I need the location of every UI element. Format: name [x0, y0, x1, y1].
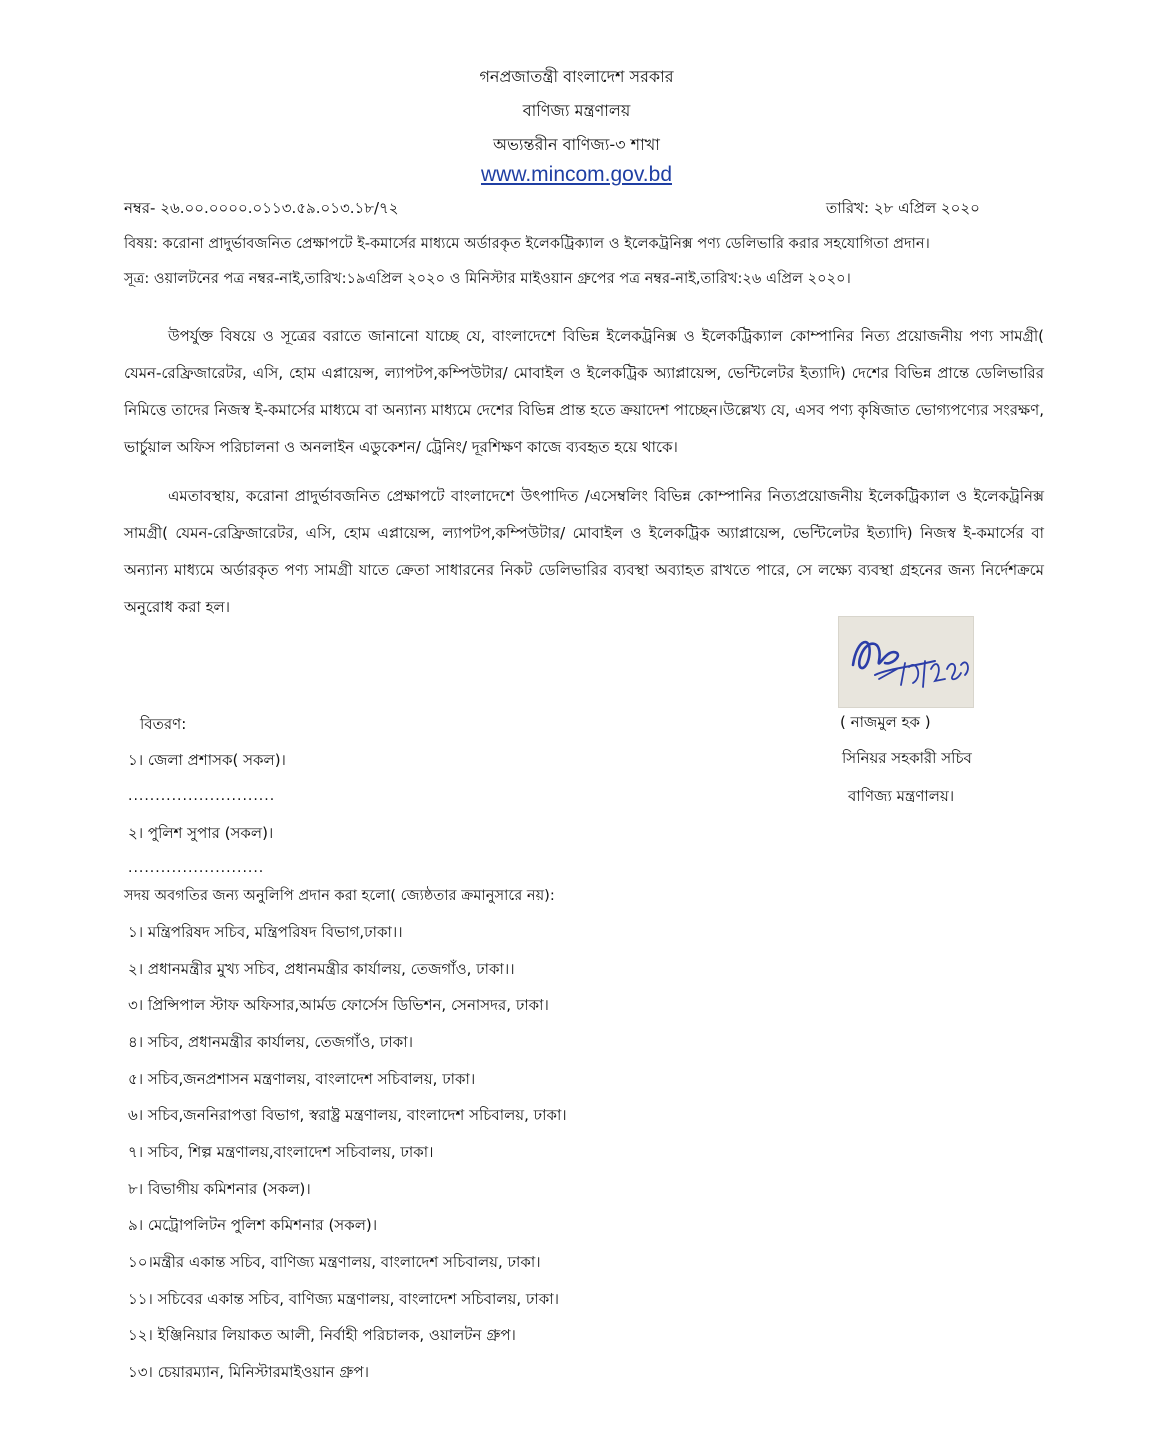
- body-paragraph-1: উপর্যুক্ত বিষয়ে ও সূত্রের বরাতে জানানো যাচ্ছে যে, বাংলাদেশে বিভিন্ন ইলেকট্রনিক্স ও ইলেকট্রিক্যাল কোম্পানির নিত্য প্রয়োজনীয় পণ্য সামগ্রী( যেমন-রেফ্রিজারেটর, এসি, হোম এপ্লায়েন্স, ল্যাপটপ,কম্পিউটার/ মোবাইল ও ইলেকট্রিক অ্যাপ্লায়েন্স, ভেন্টিলেটর ইত্যাদি) দেশের বিভিন্ন প্রান্তে ডেলিভারির নিমিত্তে তাদের নিজস্ব ই-কমার্সের মাধ্যমে বা অন্যান্য মাধ্যমে দেশের বিভিন্ন প্রান্ত হতে ক্রয়াদেশ পাচ্ছেন।উল্লেখ্য যে, এসব পণ্য কৃষিজাত ভোগ্যপণ্যের সংরক্ষণ, ভার্চুয়াল অফিস পরিচালনা ও অনলাইন এডুকেশন/ ট্রেনিং/ দূরশিক্ষণ কাজে ব্যবহৃত হয়ে থাকে।: [124, 327, 1044, 456]
- body-paragraph-2: এমতাবস্থায়, করোনা প্রাদুর্ভাবজনিত প্রেক্ষাপটে বাংলাদেশে উৎপাদিত /এসেম্বলিং বিভিন্ন কোম্পানির নিত্যপ্রয়োজনীয় ইলেকট্রিক্যাল ও ইলেকট্রনিক্স সামগ্রী( যেমন-রেফ্রিজারেটর, এসি, হোম এপ্লায়েন্স, ল্যাপটপ,কম্পিউটার/ মোবাইল ও ইলেকট্রিক অ্যাপ্লায়েন্স, ভেন্টিলেটর ইত্যাদি) নিজস্ব ই-কমার্সের বা অন্যান্য মাধ্যমে অর্ডারকৃত পণ্য সামগ্রী যাতে ক্রেতা সাধারনের নিকট ডেলিভারির ব্যবস্থা অব্যাহত রাখতে পারে, সে লক্ষ্যে ব্যবস্থা গ্রহনের জন্য নির্দেশক্রমে অনুরোধ করা হল।: [124, 487, 1044, 616]
- copy-recipient: ৩। প্রিন্সিপাল স্টাফ অফিসার,আর্মড ফোর্সেস ডিভিশন, সেনাসদর, ঢাকা।: [128, 996, 549, 1014]
- branch-heading: অভ্যন্তরীন বাণিজ্য-৩ শাখা: [493, 135, 660, 154]
- handwritten-signature: [839, 617, 973, 707]
- dotted-line: ...........................: [128, 788, 276, 804]
- dotted-line: .........................: [128, 860, 265, 876]
- copies-label: সদয় অবগতির জন্য অনুলিপি প্রদান করা হলো( জ্যেষ্ঠতার ক্রমানুসারে নয়):: [124, 887, 555, 904]
- website-link[interactable]: www.mincom.gov.bd: [480, 163, 672, 186]
- copy-recipient: ১১। সচিবের একান্ত সচিব, বাণিজ্য মন্ত্রণালয়, বাংলাদেশ সচিবালয়, ঢাকা।: [128, 1290, 559, 1308]
- copy-recipient: ৫। সচিব,জনপ্রশাসন মন্ত্রণালয়, বাংলাদেশ সচিবালয়, ঢাকা।: [128, 1070, 476, 1088]
- copy-recipient: ১। মন্ত্রিপরিষদ সচিব, মন্ত্রিপরিষদ বিভাগ,ঢাকা।।: [128, 923, 403, 941]
- copy-recipient: ৭। সচিব, শিল্প মন্ত্রণালয়,বাংলাদেশ সচিবালয়, ঢাকা।: [128, 1143, 434, 1161]
- copy-recipient: ২। প্রধানমন্ত্রীর মুখ্য সচিব, প্রধানমন্ত্রীর কার্যালয়, তেজগাঁও, ঢাকা।।: [128, 960, 515, 978]
- distribution-label: বিতরণ:: [140, 715, 187, 733]
- government-heading: গনপ্রজাতন্ত্রী বাংলাদেশ সরকার: [479, 67, 674, 86]
- distribution-item: ১। জেলা প্রশাসক( সকল)।: [128, 751, 286, 769]
- copy-recipient: ৪। সচিব, প্রধানমন্ত্রীর কার্যালয়, তেজগাঁও, ঢাকা।: [128, 1033, 413, 1051]
- copy-recipient: ১৩। চেয়ারম্যান, মিনিস্টারমাইওয়ান গ্রুপ।: [128, 1363, 369, 1381]
- copy-recipient: ৯। মেট্রোপলিটন পুলিশ কমিশনার (সকল)।: [128, 1216, 378, 1234]
- distribution-item: ২। পুলিশ সুপার (সকল)।: [128, 824, 274, 842]
- memo-reference: সূত্র: ওয়ালটনের পত্র নম্বর-নাই,তারিখ:১৯এপ্রিল ২০২০ ও মিনিস্টার মাইওয়ান গ্রুপের পত্র নম্বর-নাই,তারিখ:২৬ এপ্রিল ২০২০।: [124, 270, 851, 287]
- memo-subject: বিষয়: করোনা প্রাদুর্ভাবজনিত প্রেক্ষাপটে ই-কমার্সের মাধ্যমে অর্ডারকৃত ইলেকট্রিক্যাল ও ইলেকট্রনিক্স পণ্য ডেলিভারি করার সহযোগিতা প্রদান।: [124, 235, 930, 252]
- signature-image: [838, 616, 974, 708]
- memo-number: নম্বর- ২৬.০০.০০০০.০১১৩.৫৯.০১৩.১৮/৭২: [124, 199, 399, 217]
- copy-recipient: ১২। ইঞ্জিনিয়ার লিয়াকত আলী, নির্বাহী পরিচালক, ওয়ালটন গ্রুপ।: [128, 1326, 516, 1344]
- copy-recipient: ৮। বিভাগীয় কমিশনার (সকল)।: [128, 1180, 311, 1198]
- copy-recipient: ১০।মন্ত্রীর একান্ত সচিব, বাণিজ্য মন্ত্রণালয়, বাংলাদেশ সচিবালয়, ঢাকা।: [128, 1253, 541, 1271]
- signatory-designation: সিনিয়র সহকারী সচিব: [842, 749, 972, 767]
- copy-recipient: ৬। সচিব,জননিরাপত্তা বিভাগ, স্বরাষ্ট্র মন্ত্রণালয়, বাংলাদেশ সচিবালয়, ঢাকা।: [128, 1106, 567, 1124]
- signatory-office: বাণিজ্য মন্ত্রণালয়।: [848, 787, 955, 805]
- ministry-heading: বাণিজ্য মন্ত্রণালয়: [522, 101, 631, 120]
- signatory-name: ( নাজমুল হক ): [840, 713, 931, 731]
- memo-date: তারিখ: ২৮ এপ্রিল ২০২০: [826, 199, 980, 217]
